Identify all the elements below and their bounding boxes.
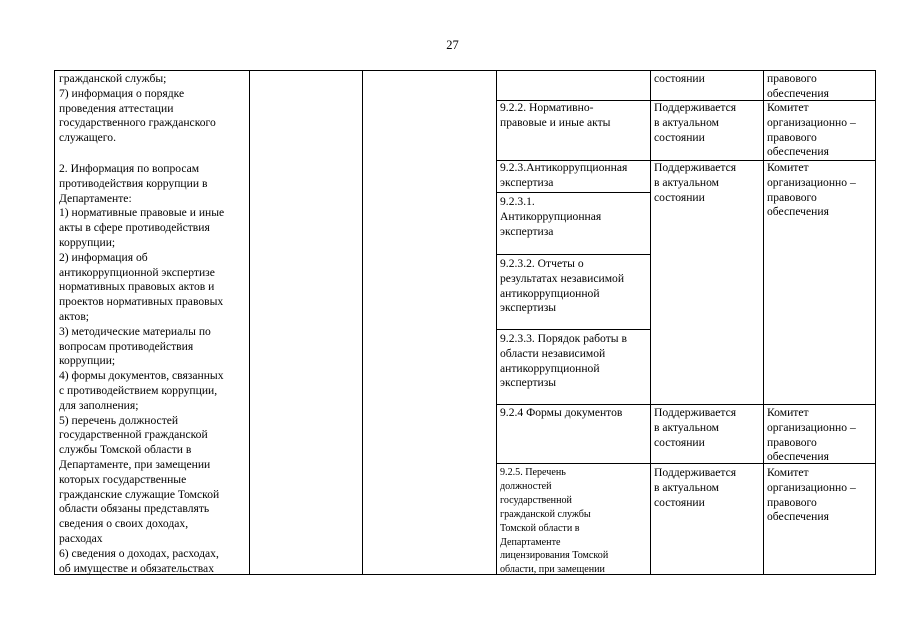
col-divider-5 xyxy=(763,71,764,574)
row-divider xyxy=(496,254,650,255)
responsible-cell: Комитет организационно – правового обеспечения xyxy=(767,101,856,159)
col-divider-2 xyxy=(362,71,363,574)
item-cell: 9.2.3.3. Порядок работы в области независимой антикоррупционной экспертизы xyxy=(500,332,627,390)
item-cell: 9.2.3.2. Отчеты о результатах независимой антикоррупционной экспертизы xyxy=(500,257,625,315)
page-number: 27 xyxy=(446,38,459,52)
status-cell: Поддерживается в актуальном состоянии xyxy=(654,466,737,509)
item-cell: 9.2.5. Перечень должностей государственной гражданской службы Томской области в Департаменте лицензирования Томской области, при замещении xyxy=(500,467,609,576)
status-cell: Поддерживается в актуальном состоянии xyxy=(654,101,737,144)
col1-top-text: гражданской службы; 7) информация о порядке проведения аттестации государственного гражданского служащего. xyxy=(59,72,216,145)
responsible-cell: правового обеспечения xyxy=(767,72,829,100)
col1-section2-text: 2. Информация по вопросам противодействия коррупции в Департаменте: 1) нормативные правовые и иные акты в сфере противодействия коррупции; 2) информация об антикоррупционной экспертизе нормативных правовых актов и проектов нормативных правовых актов; 3) методические материалы по вопросам противодействия коррупции; 4) формы документов, связанных с противодействием коррупции, для заполнения; 5) перечень должностей государственной гражданской службы Томской области в Департаменте, при замещении которых государственные гражданские служащие Томской области обязаны представлять сведения о своих доходах, расходах 6) сведения о доходах, расходах, об имуществе и обязательствах xyxy=(59,162,225,575)
status-cell: Поддерживается в актуальном состоянии xyxy=(654,406,737,449)
status-cell: Поддерживается в актуальном состоянии xyxy=(654,161,737,204)
col-divider-1 xyxy=(249,71,250,574)
item-cell: 9.2.4 Формы документов xyxy=(500,406,623,419)
row-divider xyxy=(496,404,876,405)
item-cell: 9.2.2. Нормативно- правовые и иные акты xyxy=(500,101,611,129)
col-divider-4 xyxy=(650,71,651,574)
item-cell: 9.2.3.1. Антикоррупционная экспертиза xyxy=(500,195,602,238)
item-cell: 9.2.3.Антикоррупционная экспертиза xyxy=(500,161,628,189)
status-cell: состоянии xyxy=(654,72,705,85)
responsible-cell: Комитет организационно – правового обеспечения xyxy=(767,466,856,524)
responsible-cell: Комитет организационно – правового обеспечения xyxy=(767,161,856,219)
responsible-cell: Комитет организационно – правового обеспечения xyxy=(767,406,856,464)
row-divider xyxy=(496,329,650,330)
col-divider-3 xyxy=(496,71,497,574)
table xyxy=(54,70,876,575)
row-divider xyxy=(496,192,650,193)
